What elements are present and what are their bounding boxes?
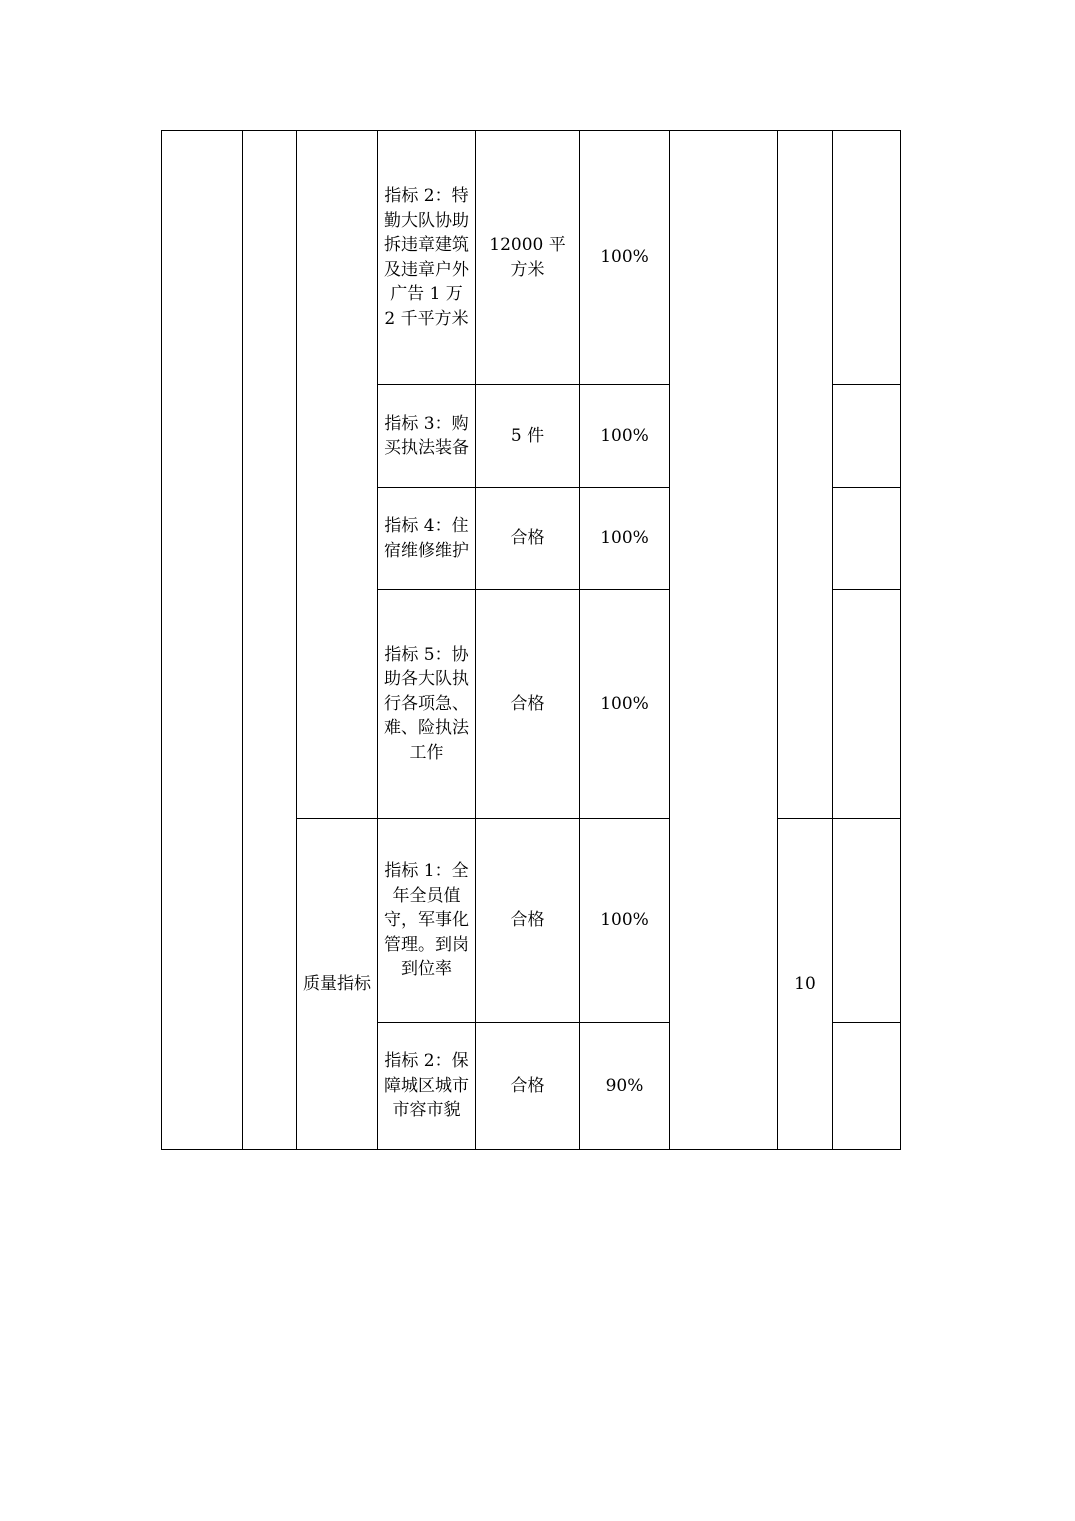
actual-value-cell: 100% xyxy=(580,385,670,488)
indicator-cell: 指标 2：保障城区城市市容市貌 xyxy=(378,1023,476,1150)
score-cell-quantity xyxy=(778,131,833,819)
blank-cell-col1 xyxy=(162,131,243,1150)
blank-cell-col9 xyxy=(833,590,901,819)
category-cell-quantity xyxy=(297,131,378,819)
blank-cell-col9 xyxy=(833,819,901,1023)
blank-cell-col9 xyxy=(833,385,901,488)
actual-value-cell: 100% xyxy=(580,488,670,590)
target-value-cell: 合格 xyxy=(476,488,580,590)
blank-cell-col2 xyxy=(243,131,297,1150)
blank-cell-col9 xyxy=(833,488,901,590)
indicator-cell: 指标 2：特勤大队协助拆违章建筑及违章户外广告 1 万 2 千平方米 xyxy=(378,131,476,385)
blank-cell-col9 xyxy=(833,1023,901,1150)
target-value-cell: 5 件 xyxy=(476,385,580,488)
target-value-cell: 合格 xyxy=(476,590,580,819)
blank-cell-col9 xyxy=(833,131,901,385)
actual-value-cell: 100% xyxy=(580,131,670,385)
target-value-cell: 合格 xyxy=(476,819,580,1023)
blank-cell-col7 xyxy=(670,131,778,1150)
indicator-cell: 指标 1：全年全员值守，军事化管理。到岗到位率 xyxy=(378,819,476,1023)
table-row xyxy=(162,131,901,385)
indicator-cell: 指标 4：住宿维修维护 xyxy=(378,488,476,590)
indicator-cell: 指标 3：购买执法装备 xyxy=(378,385,476,488)
target-value-cell: 12000 平方米 xyxy=(476,131,580,385)
target-value-cell: 合格 xyxy=(476,1023,580,1150)
actual-value-cell: 100% xyxy=(580,819,670,1023)
category-cell-quality: 质量指标 xyxy=(297,819,378,1150)
score-cell-quality: 10 xyxy=(778,819,833,1150)
actual-value-cell: 100% xyxy=(580,590,670,819)
actual-value-cell: 90% xyxy=(580,1023,670,1150)
indicator-cell: 指标 5：协助各大队执行各项急、难、险执法工作 xyxy=(378,590,476,819)
performance-indicator-table xyxy=(161,130,901,1150)
